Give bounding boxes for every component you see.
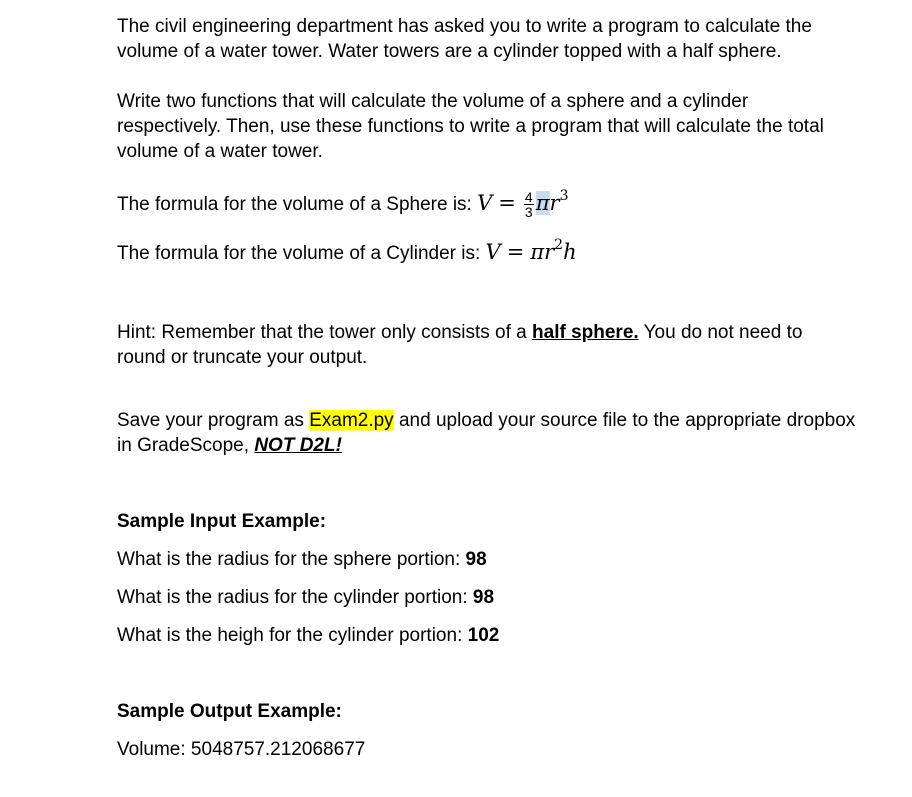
sample-output-line: Volume: 5048757.212068677 (117, 739, 366, 760)
sphere-formula-fraction (524, 190, 534, 219)
sample-input-answer-3: 102 (467, 625, 500, 646)
save-line-2 (117, 433, 855, 458)
sample-input-answer-2: 98 (472, 587, 495, 608)
not-d2l-emphasis: NOT D2L! (254, 435, 342, 456)
sample-input-line-3 (117, 623, 499, 648)
cylinder-formula-v: V (485, 240, 501, 264)
hint-emphasis: half sphere. (532, 322, 639, 343)
save-line-2-prefix: in GradeScope, (117, 435, 255, 456)
cylinder-formula (485, 237, 577, 264)
hint-line-1 (117, 320, 802, 345)
intro-paragraph (117, 14, 812, 64)
sphere-formula-equals: = (498, 191, 516, 215)
hint-suffix: You do not need to (638, 322, 803, 343)
sample-input-line-1 (117, 547, 487, 572)
cylinder-formula-label: The formula for the volume of a Cylinder is: (117, 243, 481, 264)
sphere-formula-exponent: 3 (559, 188, 569, 204)
sphere-formula-pi: π (535, 191, 550, 215)
task-paragraph (117, 89, 824, 164)
sample-input-question-2: What is the radius for the cylinder portion: (117, 587, 473, 608)
task-line-1: Write two functions that will calculate the volume of a sphere and a cylinder (117, 91, 749, 112)
sample-input-question-1: What is the radius for the sphere portion: (117, 549, 466, 570)
intro-line-2: volume of a water tower. Water towers are a cylinder topped with a half sphere. (117, 41, 782, 62)
save-paragraph (117, 408, 855, 458)
hint-paragraph (117, 320, 802, 370)
cylinder-formula-h: h (563, 240, 577, 264)
cylinder-formula-pi-r: πr (530, 240, 555, 264)
sample-input-question-3: What is the heigh for the cylinder portion: (117, 625, 468, 646)
sphere-formula-r: r (549, 191, 560, 215)
filename-highlight: Exam2.py (309, 410, 394, 431)
sample-input-answer-1: 98 (465, 549, 487, 570)
cylinder-formula-line (117, 237, 577, 265)
hint-prefix: Hint: Remember that the tower only consists of a (117, 322, 533, 343)
cylinder-formula-exponent: 2 (554, 237, 564, 253)
task-line-3: volume of a water tower. (117, 141, 323, 162)
sphere-formula-line (117, 190, 568, 219)
sphere-formula-v: V (477, 191, 493, 215)
fraction-denominator: 3 (524, 204, 533, 220)
hint-line-2: round or truncate your output. (117, 347, 368, 368)
intro-line-1: The civil engineering department has asked you to write a program to calculate the (117, 16, 812, 37)
save-prefix: Save your program as (117, 410, 310, 431)
save-suffix: and upload your source file to the appropriate dropbox (393, 410, 856, 431)
task-line-2: respectively. Then, use these functions to write a program that will calculate the total (117, 116, 824, 137)
sphere-formula-label: The formula for the volume of a Sphere is: (117, 194, 472, 215)
save-line-1 (117, 408, 855, 433)
sphere-formula (477, 188, 569, 220)
cylinder-formula-equals: = (506, 240, 525, 264)
sample-output-heading: Sample Output Example: (117, 701, 342, 722)
fraction-numerator: 4 (524, 189, 533, 205)
sample-input-line-2 (117, 585, 494, 610)
sample-input-heading: Sample Input Example: (117, 511, 327, 532)
